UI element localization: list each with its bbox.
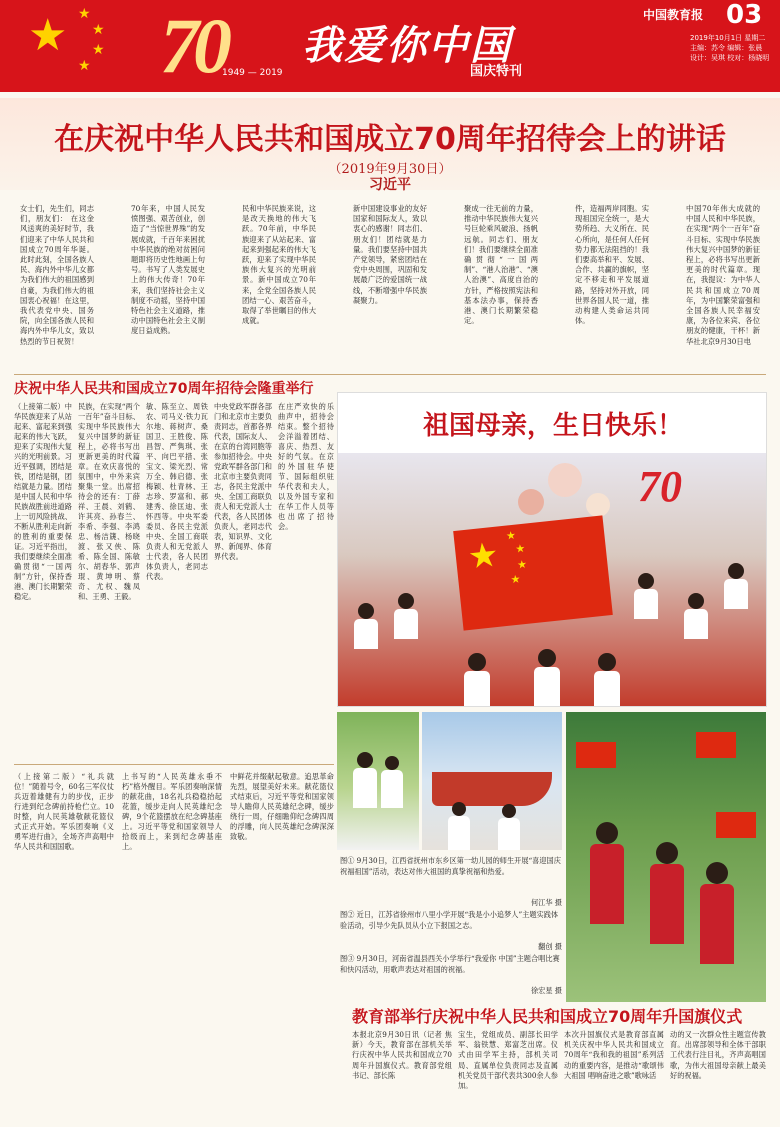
small-flag-icon [576, 742, 616, 768]
speech-column: 中国70年伟大成就的中国人民和中华民族，在实现“两个一百年”奋斗目标、实现中华民族伟大复兴中国梦的新征程上，必将书写出更新更美的时代篇章。现在，我提议：为中华人民共和国成立70周年，为中国繁荣富强和全国各族人民幸福安康，为各位来宾、各位朋友的健康，干杯！新华社北京9月30日电 [686, 204, 760, 346]
article-column: 本次升国旗仪式是教育部直属机关庆祝中华人民共和国成立70周年“我和我的祖国”系列活动的重要内容，是推动“歌颂伟大祖国 唱响奋进之歌”歌咏活 [564, 1030, 664, 1080]
article-column: （上接第二版）“礼兵就位！”随着号令，60名三军仪仗兵迈着雄健有力的步伐，正步行进到纪念碑前持枪伫立。10时整，向人民英雄敬献花篮仪式正式开始。军乐团奏响《义勇军进行曲》，全场齐声高唱中华人民共和国国歌。 [14, 772, 114, 851]
child-shirt [448, 816, 470, 850]
balloon-icon [548, 463, 582, 497]
article-column: 动的又一次群众性主题宣传教育。出席部领导和全体干部职工代表行注目礼，齐声高唱国歌，为伟大祖国母亲献上最美好的祝福。 [670, 1030, 766, 1080]
anniversary-70-mark: 70 [638, 462, 682, 511]
child-shirt [534, 667, 560, 707]
small-flag-icon [716, 812, 756, 838]
article-column: 在庄严欢快的乐曲声中，招待会结束。整个招待会洋溢着团结、喜庆、热烈、友好的气氛。在京的外国驻华使节、国际组织驻华代表和夫人，以及外国专家和在华工作人员等也出席了招待会。 [278, 402, 334, 531]
ship-model [432, 772, 552, 806]
speech-title: 在庆祝中华人民共和国成立70周年招待会上的讲话 [54, 122, 726, 157]
photo-caption: 图② 近日，江苏省徐州市八里小学开展“我是小小追梦人”主题实践体验活动，引导少先队员从小立下报国之志。 [340, 910, 559, 930]
photo-credit: 徐宏星 摄 [530, 986, 562, 995]
photo-caption: 图① 9月30日，江西省抚州市东乡区第一幼儿园的师生开展“喜迎国庆 祝福祖国”活动，表达对伟大祖国的真挚祝福和热爱。 [340, 856, 561, 876]
speech-header [0, 98, 780, 193]
slogan-title: 我爱你中国 [302, 22, 512, 69]
small-flag-icon [696, 732, 736, 758]
national-flag-icon: ★ ★ ★ ★ ★ [453, 515, 613, 630]
child-head [688, 593, 704, 609]
small-star-icon: ★ [92, 42, 105, 58]
design-line: 设计：吴琪 校对：杨晓明 [690, 54, 770, 62]
speech-body [20, 204, 765, 372]
child-head [638, 573, 654, 589]
child-costume [650, 864, 684, 944]
child-shirt [464, 671, 490, 707]
article-column: 中央党政军群各部门和北京市主要负责同志，首都各界代表，国际友人、在京的台湾同胞等参加招待会。中央党政军群各部门和北京市主要负责同志，各民主党派中央、全国工商联负责人和无党派人士代表，各人民团体负责人，老同志代表，知识界、文化界、新闻界、体育界代表。 [214, 402, 272, 561]
child-head [598, 653, 616, 671]
editor-line: 主编：苏令 编辑：张晨 [690, 44, 763, 52]
photo-choir-flags [566, 712, 766, 1002]
speech-column: 聚成一往无前的力量，推动中华民族伟大复兴号巨轮乘风破浪、扬帆远航。同志们、朋友们！我们要继续全面准确贯彻“一国两制”、“港人治港”、“澳人治澳”、高度自治的方针，严格按照宪法和基本法办事，保持香港、澳门长期繁荣稳定。 [464, 204, 538, 326]
child-head [538, 649, 556, 667]
child-head [452, 802, 466, 816]
section-divider [14, 764, 334, 765]
article-column: 民族，在实现“两个一百年”奋斗目标、实现中华民族伟大复兴中国梦的新征程上，必将书写出更新更美的时代篇章。在欢庆喜悦的氛围中，中外来宾聚集一堂。出席招待会的还有：丁薛祥、王晨、刘鹤、许其亮、孙春兰、李希、李强、李鸿忠、杨洁篪、杨晓渡、张又侠、陈希、陈全国、陈敏尔、胡春华、郭声琨、黄坤明、蔡奇、尤权、魏凤和、王勇、王毅。 [78, 402, 140, 601]
child-head [398, 593, 414, 609]
child-shirt [353, 768, 377, 808]
speech-column: 新中国建设事业的友好国家和国际友人，致以衷心的感谢！同志们、朋友们！团结就是力量。我们要坚持中国共产党领导，紧密团结在党中央周围，巩固和发展最广泛的爱国统一战线，不断增强中华民族凝聚力。 [353, 204, 427, 305]
masthead-banner [0, 0, 780, 92]
article-column: （上接第二版）中华民族迎来了从站起来、富起来到强起来的伟大飞跃，迎来了实现伟大复兴的光明前景。习近平强调，团结是铁，团结是钢，团结就是力量。团结是中国人民和中华民族战胜前进道路上一切风险挑战、不断从胜利走向新的胜利的重要保证。习近平指出，我们要继续全面准确贯彻“一国两制”方针，保持香港、澳门长期繁荣稳定。 [14, 402, 72, 601]
article-column: 中鲜花并缀献起敬意。追思革命先烈，展望美好未来。献花篮仪式结束后，习近平等党和国家领导人瞻仰人民英雄纪念碑，缓步绕行一周，仔细瞻仰纪念碑四周的浮雕，向人民英雄纪念碑深深致敬。 [230, 772, 334, 841]
child-costume [700, 884, 734, 964]
child-head [706, 862, 728, 884]
article-column: 宝生，党组成员、副部长田学军、翁铁慧、郑富芝出席。仪式由田学军主持，部机关司局、直属单位负责同志及直属机关党员干部代表共300余人参加。 [458, 1030, 558, 1091]
child-shirt [381, 770, 403, 808]
child-shirt [634, 589, 658, 619]
balloon-icon [518, 489, 544, 515]
section-divider [14, 374, 766, 375]
article-column: 敏、陈至立、周铁农、司马义·铁力瓦尔地、蒋树声、桑国卫、王胜俊、陈昌智、严隽琪、张平、向巴平措、张宝文、梁光烈、常万全、韩启德、张梅颖、杜青林、王志珍、罗富和、郝建秀、徐匡迪、张怀西等。中央军委委员、各民主党派中央、全国工商联负责人和无党派人士代表，各人民团体负责人，老同志代表。 [146, 402, 208, 581]
child-shirt [684, 609, 708, 639]
anniversary-years: 1949 — 2019 [222, 68, 283, 78]
child-head [357, 752, 373, 768]
issue-date: 2019年10月1日 星期二 [690, 34, 766, 42]
child-head [502, 804, 516, 818]
anniversary-70-mark: 70 [160, 2, 226, 89]
photo-celebration [337, 392, 767, 707]
child-shirt [498, 818, 520, 850]
speech-column: 女士们，先生们，同志们，朋友们： 在这金风送爽的美好时节，我们迎来了中华人民共和国成立70周年华诞。此时此刻，全国各族人民、海内外中华儿女都为我们伟大的祖国感到自豪，为我们伟大的祖国衷心祝福！在这里，我代表党中央、国务院，向全国各族人民和海内外中华儿女，致以热烈的节日祝贺！ [20, 204, 94, 346]
flag-ceremony-title: 教育部举行庆祝中华人民共和国成立70周年升国旗仪式 [352, 1007, 743, 1026]
balloon-icon [586, 493, 610, 517]
photo-headline: 祖国母亲，生日快乐！ [422, 411, 683, 441]
child-head [385, 756, 399, 770]
child-head [728, 563, 744, 579]
big-star-icon: ★ [28, 10, 68, 61]
children-crowd-image [338, 453, 767, 707]
section-label: 国庆特刊 [470, 64, 523, 79]
photo-ship-activity [422, 712, 562, 850]
child-shirt [394, 609, 418, 639]
speech-column: 件，造福两岸同胞。实现祖国完全统一，是大势所趋、大义所在、民心所向，是任何人任何势力都无法阻挡的！我们要高举和平、发展、合作、共赢的旗帜，坚定不移走和平发展道路，坚持对外开放，同世界各国人民一道，推动构建人类命运共同体。 [575, 204, 649, 326]
article-column: 本报北京9月30日讯（记者 焦新）今天，教育部在部机关举行庆祝中华人民共和国成立70周年升国旗仪式。教育部党组书记、部长陈 [352, 1030, 452, 1080]
child-shirt [354, 619, 378, 649]
child-head [468, 653, 486, 671]
speech-column: 70年来，中国人民发愤图强、艰苦创业，创造了“当惊世界殊”的发展成就，千百年来困扰中华民族的绝对贫困问题即将历史性地画上句号。书写了人类发展史上的伟大传奇！70年来，我们坚持社会主义制度不动摇，坚持中国特色社会主义道路，推动中国特色社会主义制度日益成熟。 [131, 204, 205, 336]
child-shirt [724, 579, 748, 609]
child-head [656, 842, 678, 864]
photo-credit: 翻创 摄 [538, 942, 562, 951]
newspaper-name: 中国教育报 [643, 8, 704, 22]
speech-column: 民和中华民族来说，这是改天换地的伟大飞跃。70年前，中华民族迎来了从站起来、富起来到强起来的伟大飞跃，迎来了实现中华民族伟大复兴的光明前景。新中国成立70年来，全党全国各族人民团结一心、艰苦奋斗，取得了举世瞩目的伟大成就。 [242, 204, 316, 326]
photo-credit: 何江华 摄 [530, 898, 562, 907]
page-number: 03 [726, 0, 763, 30]
speech-author: 习近平 [369, 177, 411, 193]
reception-article-title: 庆祝中华人民共和国成立70周年招待会隆重举行 [14, 381, 314, 397]
small-star-icon: ★ [78, 58, 91, 74]
child-costume [590, 844, 624, 924]
small-star-icon: ★ [78, 6, 91, 22]
article-column: 上书写的“人民英雄永垂不朽”格外醒目。军乐团奏响深情的献花曲，18名礼兵稳稳抬起花篮，缓步走向人民英雄纪念碑，9个花篮摆放在纪念碑基座上。习近平等党和国家领导人拾级而上，来到纪念碑基座上。 [122, 772, 222, 851]
child-head [358, 603, 374, 619]
photo-kindergarten [337, 712, 419, 850]
photo-caption: 图③ 9月30日，河南省温县西关小学举行“我爱你 中国”主题合唱比赛和快闪活动，用歌声表达对祖国的祝福。 [340, 954, 560, 974]
speech-date: （2019年9月30日） [328, 162, 452, 177]
small-star-icon: ★ [92, 22, 105, 38]
child-head [596, 822, 618, 844]
child-shirt [594, 671, 620, 707]
